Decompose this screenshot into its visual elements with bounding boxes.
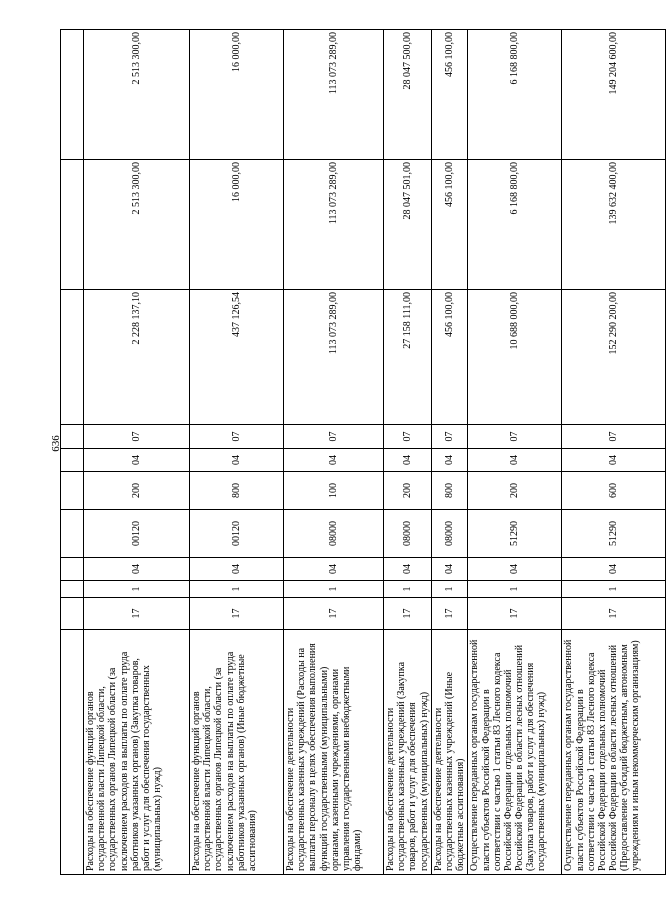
code-cell: 08000: [284, 510, 384, 558]
code-cell: 07: [284, 425, 384, 449]
amount-cell: 6 168 800,00: [468, 160, 562, 290]
code-cell: 17: [384, 598, 432, 630]
amount-cell: 28 047 501,00: [384, 160, 432, 290]
code-cell: 00120: [190, 510, 284, 558]
code-cell: 100: [284, 472, 384, 510]
description-cell: Расходы на обеспечение деятельности государственных казенных учреждений (Закупка товаров, работ и услуг для обеспечения государственных (муниципальных) нужд): [384, 630, 432, 875]
amount-cell: 28 047 500,00: [384, 30, 432, 160]
code-cell: 07: [384, 425, 432, 449]
blank-cell: [61, 510, 84, 558]
code-cell: 1: [84, 581, 190, 598]
code-cell: 04: [468, 449, 562, 472]
code-cell: 08000: [384, 510, 432, 558]
code-cell: 17: [562, 598, 666, 630]
amount-cell: 16 000,00: [190, 160, 284, 290]
amount-cell: 6 168 800,00: [468, 30, 562, 160]
description-cell: Расходы на обеспечение функций органов государственной власти Липецкой области, государственных органов Липецкой области (за исключением расходов на выплаты по оплате труда работников указанных органов) (Иные бюджетные ассигнования): [190, 630, 284, 875]
description-cell: Расходы на обеспечение деятельности государственных казенных учреждений (Иные бюджетные ассигнования): [431, 630, 468, 875]
code-cell: 04: [284, 558, 384, 581]
table-row: [468, 30, 562, 875]
code-cell: 17: [284, 598, 384, 630]
code-cell: 04: [384, 449, 432, 472]
code-cell: 04: [431, 449, 468, 472]
code-cell: 1: [468, 581, 562, 598]
description-cell: Осуществление переданных органам государственной власти субъектов Российской Федерации в соответствии с частью 1 статьи 83 Лесного кодекса Российской Федерации отдельных полномочий Российской Федерации в области лесных отношений (Предоставление субсидий бюджетным, автономным учреждениям и иным некоммерческим организациям): [562, 630, 666, 875]
amount-cell: 27 158 111,00: [384, 290, 432, 425]
table-row: [84, 30, 190, 875]
blank-cell: [61, 449, 84, 472]
description-cell: Расходы на обеспечение деятельности государственных казенных учреждений (Расходы на выплаты персоналу в целях обеспечения выполнения функций государственными (муниципальными) органами, казенными учреждениями, органами управления государственными внебюджетными фондами): [284, 630, 384, 875]
table-row: [431, 30, 468, 875]
code-cell: 200: [468, 472, 562, 510]
table-row: [384, 30, 432, 875]
blank-cell: [61, 30, 84, 160]
table-row: [562, 30, 666, 875]
code-cell: 04: [84, 449, 190, 472]
code-cell: 1: [562, 581, 666, 598]
blank-cell: [61, 598, 84, 630]
amount-cell: 437 126,54: [190, 290, 284, 425]
code-cell: 200: [84, 472, 190, 510]
amount-cell: 10 688 000,00: [468, 290, 562, 425]
code-cell: 07: [84, 425, 190, 449]
code-cell: 04: [190, 449, 284, 472]
amount-cell: 139 632 400,00: [562, 160, 666, 290]
amount-cell: 2 228 137,10: [84, 290, 190, 425]
amount-cell: 113 073 289,00: [284, 30, 384, 160]
amount-cell: 456 100,00: [431, 30, 468, 160]
code-cell: 07: [431, 425, 468, 449]
blank-cell: [61, 425, 84, 449]
code-cell: 07: [190, 425, 284, 449]
code-cell: 1: [284, 581, 384, 598]
code-cell: 04: [431, 558, 468, 581]
blank-cell: [61, 160, 84, 290]
code-cell: 800: [431, 472, 468, 510]
code-cell: 04: [284, 449, 384, 472]
code-cell: 04: [84, 558, 190, 581]
amount-cell: 456 100,00: [431, 290, 468, 425]
blank-cell: [61, 290, 84, 425]
amount-cell: 113 073 289,00: [284, 290, 384, 425]
code-cell: 1: [190, 581, 284, 598]
amount-cell: 2 513 300,00: [84, 30, 190, 160]
amount-cell: 456 100,00: [431, 160, 468, 290]
amount-cell: 113 073 289,00: [284, 160, 384, 290]
code-cell: 600: [562, 472, 666, 510]
code-cell: 200: [384, 472, 432, 510]
code-cell: 07: [562, 425, 666, 449]
blank-cell: [61, 558, 84, 581]
code-cell: 51290: [562, 510, 666, 558]
code-cell: 800: [190, 472, 284, 510]
blank-cell: [61, 630, 84, 875]
code-cell: 51290: [468, 510, 562, 558]
blank-header-row: [61, 30, 84, 875]
code-cell: 00120: [84, 510, 190, 558]
page-number: 636: [49, 435, 62, 452]
amount-cell: 152 290 200,00: [562, 290, 666, 425]
blank-cell: [61, 472, 84, 510]
code-cell: 17: [190, 598, 284, 630]
code-cell: 1: [384, 581, 432, 598]
amount-cell: 16 000,00: [190, 30, 284, 160]
code-cell: 17: [431, 598, 468, 630]
table-row: [284, 30, 384, 875]
blank-cell: [61, 581, 84, 598]
code-cell: 04: [468, 558, 562, 581]
amount-cell: 2 513 300,00: [84, 160, 190, 290]
code-cell: 04: [562, 558, 666, 581]
table-body: [61, 30, 666, 875]
table-row: [190, 30, 284, 875]
description-cell: Осуществление переданных органам государственной власти субъектов Российской Федерации в соответствии с частью 1 статьи 83 Лесного кодекса Российской Федерации отдельных полномочий Российской Федерации в области лесных отношений (Закупка товаров, работ и услуг для обеспечения государственных (муниципальных) нужд): [468, 630, 562, 875]
description-cell: Расходы на обеспечение функций органов государственной власти Липецкой области, государственных органов Липецкой области (за исключением расходов на выплаты по оплате труда работников указанных органов) (Закупка товаров, работ и услуг для обеспечения государственных (муниципальных) нужд): [84, 630, 190, 875]
code-cell: 04: [384, 558, 432, 581]
budget-table: [60, 29, 666, 875]
code-cell: 07: [468, 425, 562, 449]
code-cell: 08000: [431, 510, 468, 558]
code-cell: 1: [431, 581, 468, 598]
rotated-table-frame: [60, 30, 642, 875]
code-cell: 17: [468, 598, 562, 630]
amount-cell: 149 204 600,00: [562, 30, 666, 160]
code-cell: 04: [562, 449, 666, 472]
code-cell: 17: [84, 598, 190, 630]
code-cell: 04: [190, 558, 284, 581]
